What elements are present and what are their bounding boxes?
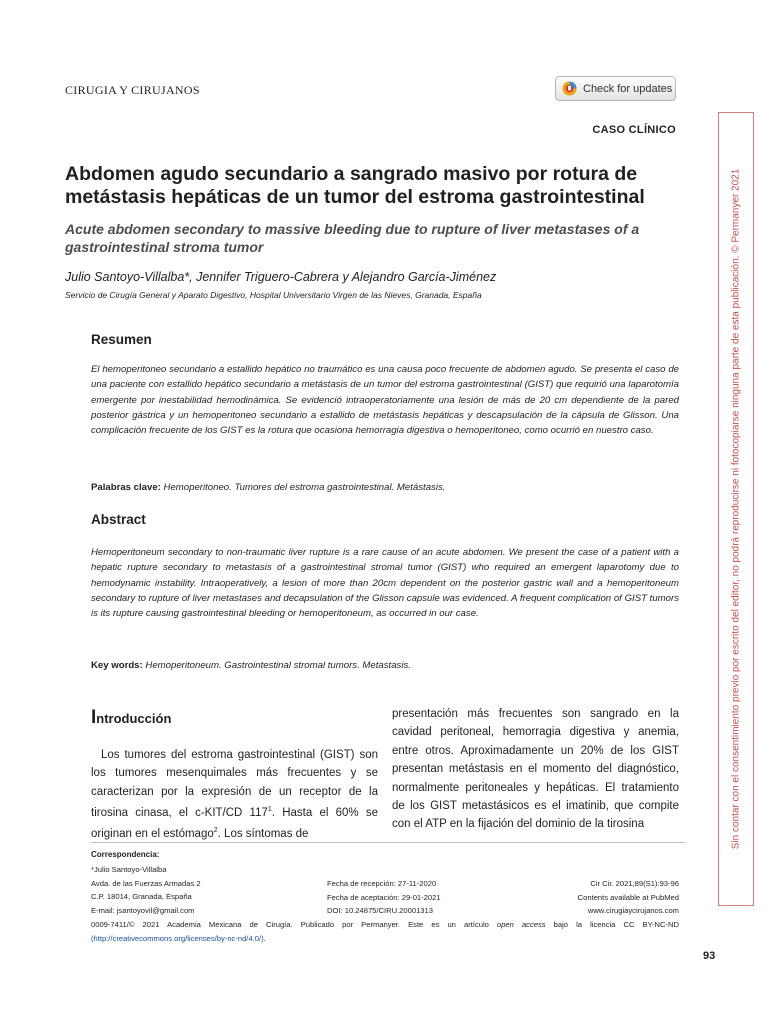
key-words-text: Hemoperitoneum. Gastrointestinal stromal tumors. Metastasis. (145, 660, 411, 671)
pubmed-note: Contents available at PubMed (577, 892, 679, 902)
check-updates-label: Check for updates (583, 82, 673, 95)
license-pre: 0009-7411/© 2021 Academia Mexicana de Cirugía. Publicado por Permanyer. Este es un artículo (91, 920, 489, 929)
palabras-clave (91, 482, 445, 493)
resumen-text: El hemoperitoneo secundario a estallido hepático no traumático es una causa poco frecuente de abdomen agudo. Se presenta el caso de una paciente con estallido hepático secundario a metástasis de un tumor del estroma gastrointestinal (GIST) que requirió una laparotomía emergente por inestabilidad hemodinámica. Se evidenció intraoperatoriamente una lesión de más de 20 cm dependiente de la pared posterior gástrica y un hemoperitoneo secundario a estallido de metástasis hepáticas y descapsulación de la cápsula de Glisson. Una complicación frecuente de los GIST es la rotura que ocasiona hemorragia digestiva o hemoperitoneo, como ocurrió en nuestro caso. (91, 364, 679, 437)
article-subtitle: Acute abdomen secondary to massive bleeding due to rupture of liver metastases of a gastrointestinal stroma tumor (65, 221, 640, 255)
citation-block (480, 877, 679, 918)
corr-city: C.P. 18014, Granada, España (91, 892, 192, 901)
copyright-sidebar-text: Sin contar con el consentimiento previo por escrito del editor, no podrá reproducirse ni fotocopiarse ninguna parte de esta publicación. © Permanyer 2021 (730, 168, 742, 850)
ref-2: 2 (213, 827, 218, 835)
doi: DOI: 10.24875/CIRU.20001313 (327, 906, 433, 915)
section-label: CASO CLÍNICO (592, 124, 676, 136)
introduction-heading-rest: ntroducción (96, 711, 172, 726)
intro-left-column (91, 746, 378, 844)
corr-name: *Julio Santoyo-Villalba (91, 865, 167, 874)
ref-1: 1 (267, 806, 272, 814)
abstract-heading: Abstract (91, 512, 146, 527)
license-post: bajo la licencia CC BY-NC-ND (553, 920, 679, 929)
correspondence-heading: Correspondencia: (91, 850, 160, 859)
license-open-access: open access (496, 920, 546, 929)
license-link[interactable]: (http://creativecommons.org/licenses/by-nc-nd/4.0/) (91, 933, 264, 943)
license-end: . (263, 933, 266, 943)
check-updates-icon (562, 81, 577, 96)
palabras-clave-label: Palabras clave: (91, 482, 161, 493)
check-for-updates-button[interactable] (555, 76, 676, 101)
intro-left-text-1: Los tumores del estroma gastrointestinal (GIST) son los tumores mesenquimales más frecuentes y se caracterizan por la expresión de un receptor de la tirosina cinasa, el c-KIT/CD 117 (91, 749, 378, 820)
citation: Cir Cir. 2021;89(S1):93-96 (590, 879, 679, 888)
affiliation: Servicio de Cirugía General y Aparato Digestivo, Hospital Universitario Virgen de las Nieves, Granada, España (65, 290, 482, 300)
palabras-clave-text: Hemoperitoneo. Tumores del estroma gastrointestinal. Metástasis. (163, 482, 446, 493)
article-title: Abdomen agudo secundario a sangrado masivo por rotura de metástasis hepáticas de un tumor del estroma gastrointestinal (65, 163, 645, 208)
footer-divider (91, 842, 685, 843)
journal-name: CIRUGIA Y CIRUJANOS (65, 83, 200, 97)
correspondence-address (91, 863, 201, 917)
abstract-text: Hemoperitoneum secondary to non-traumatic liver rupture is a rare cause of an acute abdomen. We present the case of a patient with a hepatic rupture secondary to metastasis of a gastrointestinal stromal tumor (GIST) who required an emergent laparotomy due to hemodynamic instability. Intraoperatively, a lesion of more than 20cm dependent on the posterior gastric wall and a hemoperitoneum secondary to rupture of liver metastases and decapsulation of the Glisson capsule was evidenced. A frequent complication of GIST tumors is its rupture causing gastrointestinal bleeding or hemoperitoneum, as occurred in our case. (91, 547, 679, 620)
authors: Julio Santoyo-Villalba*, Jennifer Triguero-Cabrera y Alejandro García-Jiménez (65, 270, 497, 284)
key-words-label: Key words: (91, 660, 143, 671)
introduction-initial: I (91, 707, 97, 728)
intro-left-text-2: . Hasta el 60% se originan en el estómago (91, 807, 378, 841)
resumen-heading: Resumen (91, 332, 152, 347)
intro-right-column: presentación más frecuentes son sangrado en la cavidad peritoneal, hemorragia digestiva y anemia, entre otros. Aproximadamente un 20% de los GIST presentan metástasis en el momento del diagnóstico, normalmente peritoneales y hepáticas. El tratamiento de los GIST metastásicos es el imatinib, que compite con el ATP en la fijación del dominio de la tirosina (392, 708, 679, 831)
corr-email: E-mail: jsantoyovil@gmail.com (91, 905, 195, 915)
intro-left-text-3: . Los síntomas de (217, 828, 309, 841)
accepted-date: Fecha de aceptación: 29-01-2021 (327, 892, 441, 902)
page-number: 93 (703, 950, 716, 962)
license-text (91, 918, 679, 945)
received-date: Fecha de recepción: 27-11-2020 (327, 879, 437, 888)
introduction-heading (91, 707, 171, 729)
correspondence-dates (327, 877, 441, 918)
corr-street: Avda. de las Fuerzas Armadas 2 (91, 878, 201, 888)
journal-website: www.cirugiaycirujanos.com (587, 906, 679, 915)
key-words (91, 660, 411, 671)
